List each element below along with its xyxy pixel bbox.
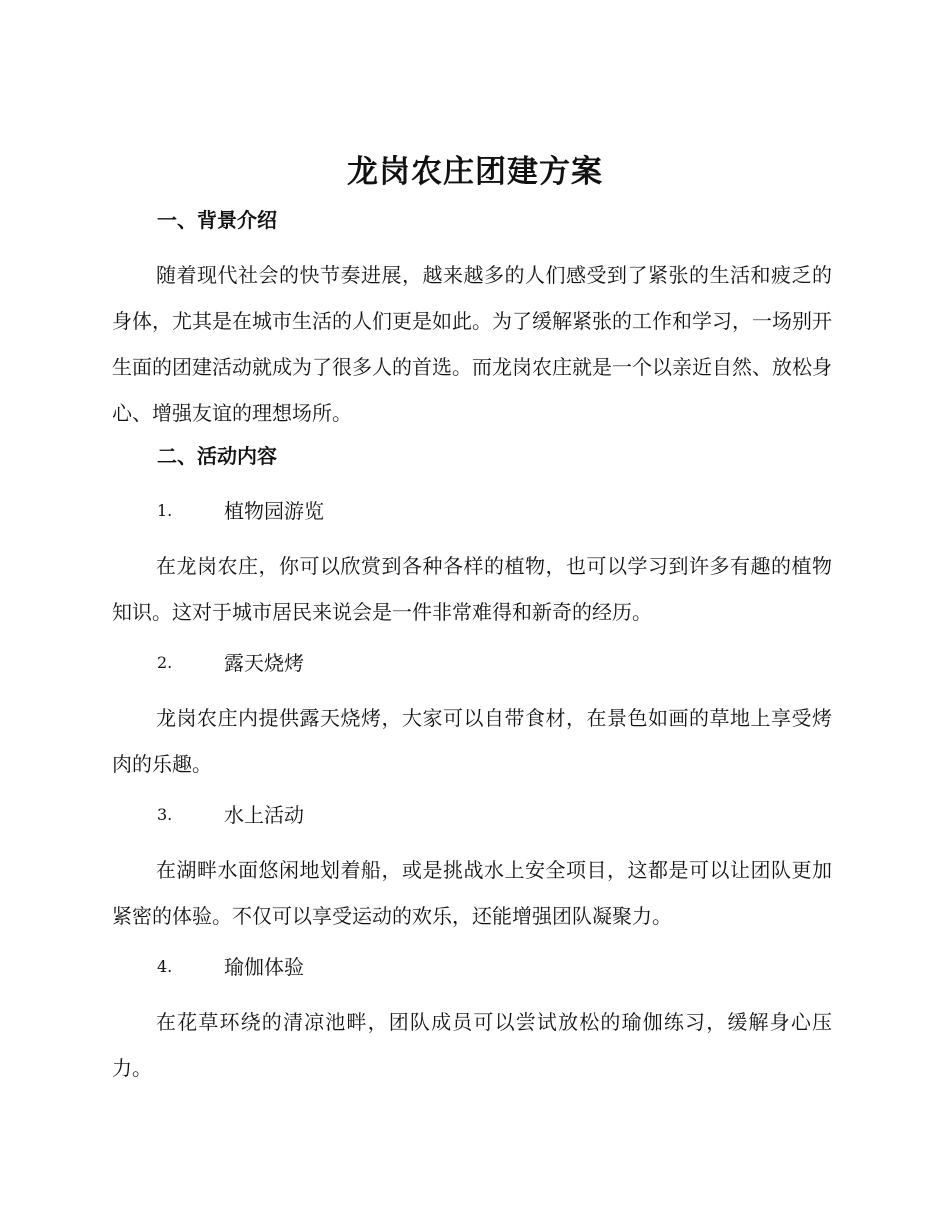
list-item-number: 1. (157, 501, 173, 520)
list-item-label: 露天烧烤 (224, 651, 304, 675)
list-item-number: 2. (157, 653, 173, 672)
section-heading-background: 一、背景介绍 (157, 208, 277, 232)
list-item-label: 植物园游览 (224, 499, 324, 523)
list-item-paragraph: 在湖畔水面悠闲地划着船，或是挑战水上安全项目，这都是可以让团队更加紧密的体验。不仅可以享受运动的欢乐，还能增强团队凝聚力。 (112, 858, 832, 928)
document-title: 龙岗农庄团建方案 (347, 154, 603, 190)
list-item-paragraph: 在花草环绕的清凉池畔，团队成员可以尝试放松的瑜伽练习，缓解身心压力。 (112, 1010, 832, 1080)
paragraph-background: 随着现代社会的快节奏进展，越来越多的人们感受到了紧张的生活和疲乏的身体，尤其是在城市生活的人们更是如此。为了缓解紧张的工作和学习，一场别开生面的团建活动就成为了很多人的首选。而龙岗农庄就是一个以亲近自然、放松身心、增强友谊的理想场所。 (112, 263, 832, 425)
list-item-paragraph: 龙岗农庄内提供露天烧烤，大家可以自带食材，在景色如画的草地上享受烤肉的乐趣。 (112, 706, 832, 776)
list-item-number: 4. (157, 957, 173, 976)
section-heading-activities: 二、活动内容 (157, 444, 277, 468)
list-item-label: 水上活动 (224, 803, 304, 827)
list-item-label: 瑜伽体验 (224, 955, 304, 979)
list-item-paragraph: 在龙岗农庄，你可以欣赏到各种各样的植物，也可以学习到许多有趣的植物知识。这对于城市居民来说会是一件非常难得和新奇的经历。 (112, 554, 832, 624)
list-item-number: 3. (157, 805, 173, 824)
